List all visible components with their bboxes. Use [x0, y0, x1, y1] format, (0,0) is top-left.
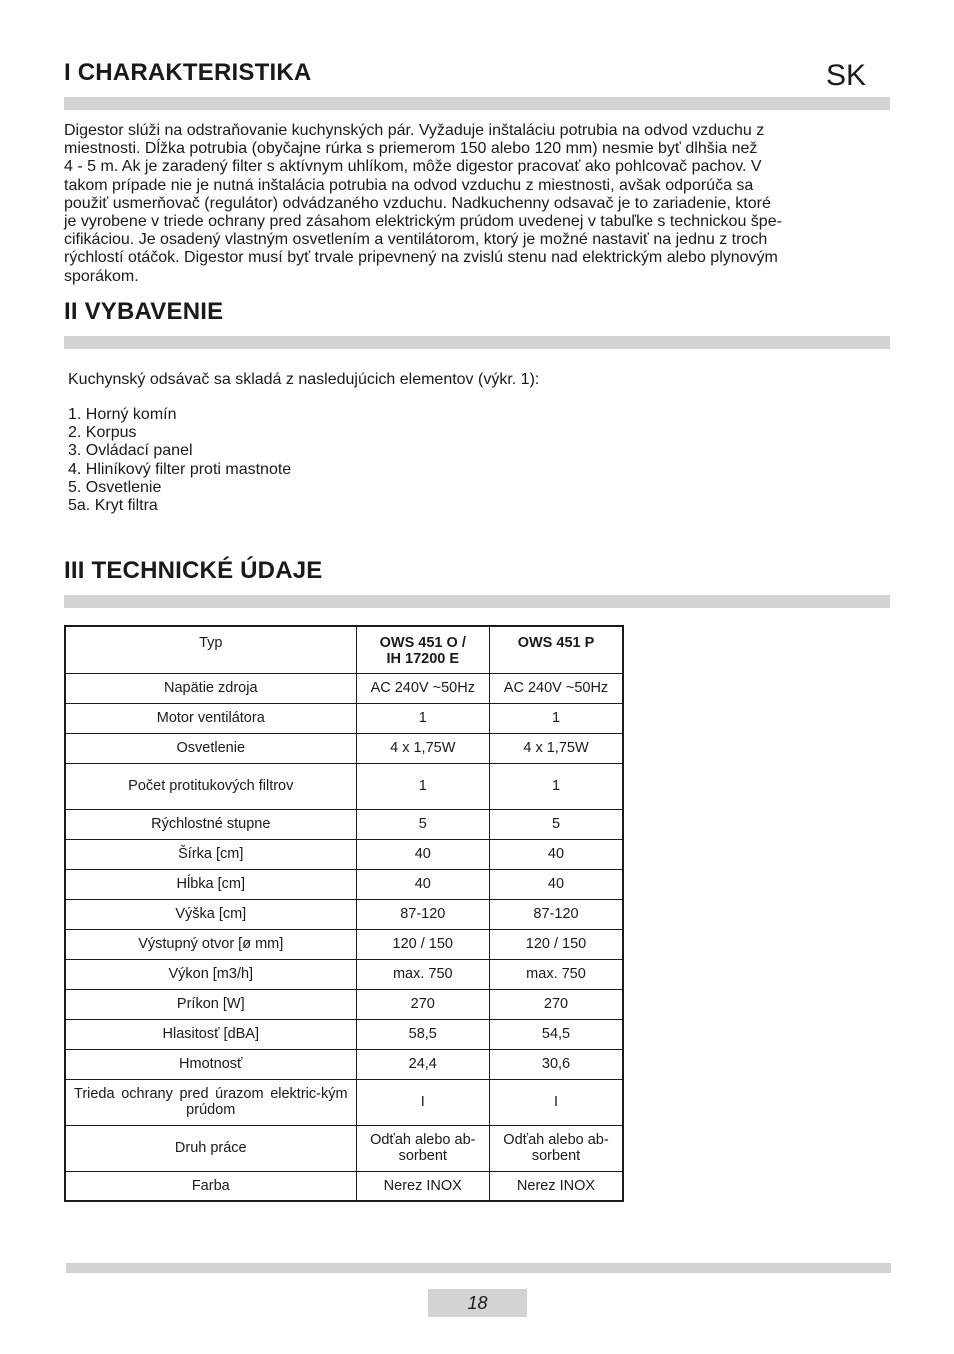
table-row [65, 1079, 623, 1125]
paragraph-line: 4 - 5 m. Ak je zaradený filter s aktívnym uhlíkom, môže digestor pracovať ako pohlcovač pachov. V [64, 158, 762, 176]
spec-table [64, 625, 624, 1202]
paragraph-line: Digestor slúži na odstraňovanie kuchynských pár. Vyžaduje inštaláciu potrubia na odvod vzduchu z [64, 122, 765, 139]
table-row [65, 839, 623, 869]
row-label: Osvetlenie [65, 733, 356, 763]
row-value: 4 x 1,75W [490, 733, 624, 763]
footer-divider [66, 1263, 891, 1273]
table-row [65, 809, 623, 839]
list-item: 5. Osvetlenie [68, 478, 162, 496]
section-title-charakteristika: I CHARAKTERISTIKA [64, 59, 312, 86]
row-value: 120 / 150 [356, 929, 489, 959]
row-label: Hĺbka [cm] [65, 869, 356, 899]
page-number: 18 [428, 1289, 527, 1317]
row-value: I [356, 1079, 489, 1125]
row-label: Výkon [m3/h] [65, 959, 356, 989]
row-label: Druh práce [65, 1125, 356, 1171]
row-label: Farba [65, 1171, 356, 1201]
row-value: AC 240V ~50Hz [490, 673, 624, 703]
row-value: Odťah alebo ab-sorbent [356, 1125, 489, 1171]
equipment-intro: Kuchynský odsávač sa skladá z nasledujúcich elementov (výkr. 1): [68, 371, 540, 388]
paragraph-line: sporákom. [64, 267, 139, 285]
table-header-row [65, 626, 623, 673]
table-row [65, 989, 623, 1019]
header-type: Typ [65, 626, 356, 673]
language-code: SK [826, 59, 867, 92]
row-value: I [490, 1079, 624, 1125]
characteristics-paragraph [64, 122, 894, 286]
row-label: Hlasitosť [dBA] [65, 1019, 356, 1049]
table-row [65, 673, 623, 703]
row-value: 5 [490, 809, 624, 839]
row-value: 270 [356, 989, 489, 1019]
paragraph-line: miestnosti. Dĺžka potrubia (obyčajne rúrka s priemerom 150 alebo 120 mm) nesmie byť dlhšia než [64, 140, 758, 158]
row-value: 4 x 1,75W [356, 733, 489, 763]
table-row [65, 733, 623, 763]
table-row [65, 929, 623, 959]
table-row [65, 763, 623, 809]
row-value: 1 [490, 703, 624, 733]
row-value: Nerez INOX [356, 1171, 489, 1201]
row-value: 30,6 [490, 1049, 624, 1079]
row-label: Počet protitukových filtrov [65, 763, 356, 809]
list-item: 5a. Kryt filtra [68, 497, 158, 515]
table-row [65, 1019, 623, 1049]
row-value: 1 [490, 763, 624, 809]
equipment-list [68, 406, 291, 515]
list-item: 4. Hliníkový filter proti mastnote [68, 460, 292, 478]
paragraph-line: rýchlostí otáčok. Digestor musí byť trvale pripevnený na zvislú stenu nad elektrickým alebo plynovým [64, 249, 778, 267]
row-value: 58,5 [356, 1019, 489, 1049]
row-value: AC 240V ~50Hz [356, 673, 489, 703]
row-label: Výstupný otvor [ø mm] [65, 929, 356, 959]
row-value: 270 [490, 989, 624, 1019]
row-label: Šírka [cm] [65, 839, 356, 869]
table-row [65, 1171, 623, 1201]
row-value: 40 [490, 869, 624, 899]
section-divider [64, 97, 890, 110]
table-row [65, 959, 623, 989]
row-value: 54,5 [490, 1019, 624, 1049]
header-model-1: OWS 451 O / IH 17200 E [356, 626, 489, 673]
table-row [65, 1125, 623, 1171]
row-value: 24,4 [356, 1049, 489, 1079]
list-item: 2. Korpus [68, 424, 137, 442]
paragraph-line: cifikáciou. Je osadený vlastným osvetlením a ventilátorom, ktorý je možné nastaviť na jednu z troch [64, 231, 768, 249]
row-value: 40 [356, 869, 489, 899]
section-divider [64, 595, 890, 608]
row-value: 1 [356, 703, 489, 733]
row-value: max. 750 [490, 959, 624, 989]
section-title-vybavenie: II VYBAVENIE [64, 298, 224, 325]
row-label: Napätie zdroja [65, 673, 356, 703]
section-divider [64, 336, 890, 349]
section-title-technicke-udaje: III TECHNICKÉ ÚDAJE [64, 557, 323, 584]
row-value: 1 [356, 763, 489, 809]
table-row [65, 899, 623, 929]
row-value: max. 750 [356, 959, 489, 989]
row-value: 5 [356, 809, 489, 839]
row-label: Príkon [W] [65, 989, 356, 1019]
row-label: Hmotnosť [65, 1049, 356, 1079]
row-value: 87-120 [490, 899, 624, 929]
paragraph-line: je vyrobene v triede ochrany pred zásahom elektrickým prúdom uvedenej v tabuľke s technickou špe- [64, 213, 782, 231]
row-value: 120 / 150 [490, 929, 624, 959]
paragraph-line: takom prípade nie je nutná inštalácia potrubia na odvod vzduchu z miestnosti, avšak odporúča sa [64, 176, 754, 194]
list-item: 3. Ovládací panel [68, 442, 193, 460]
list-item: 1. Horný komín [68, 406, 177, 423]
row-value: 40 [490, 839, 624, 869]
header-model-2: OWS 451 P [490, 626, 624, 673]
table-row [65, 1049, 623, 1079]
row-label: Rýchlostné stupne [65, 809, 356, 839]
row-value: 40 [356, 839, 489, 869]
paragraph-line: použiť usmerňovač (regulátor) odvádzaného vzduchu. Nadkuchenny odsavač je to zariadenie, ktoré [64, 194, 771, 212]
row-label: Motor ventilátora [65, 703, 356, 733]
row-label: Trieda ochrany pred úrazom elektric-kým prúdom [65, 1079, 356, 1125]
row-value: Odťah alebo ab-sorbent [490, 1125, 624, 1171]
table-row [65, 703, 623, 733]
row-label: Výška [cm] [65, 899, 356, 929]
row-value: 87-120 [356, 899, 489, 929]
table-row [65, 869, 623, 899]
row-value: Nerez INOX [490, 1171, 624, 1201]
